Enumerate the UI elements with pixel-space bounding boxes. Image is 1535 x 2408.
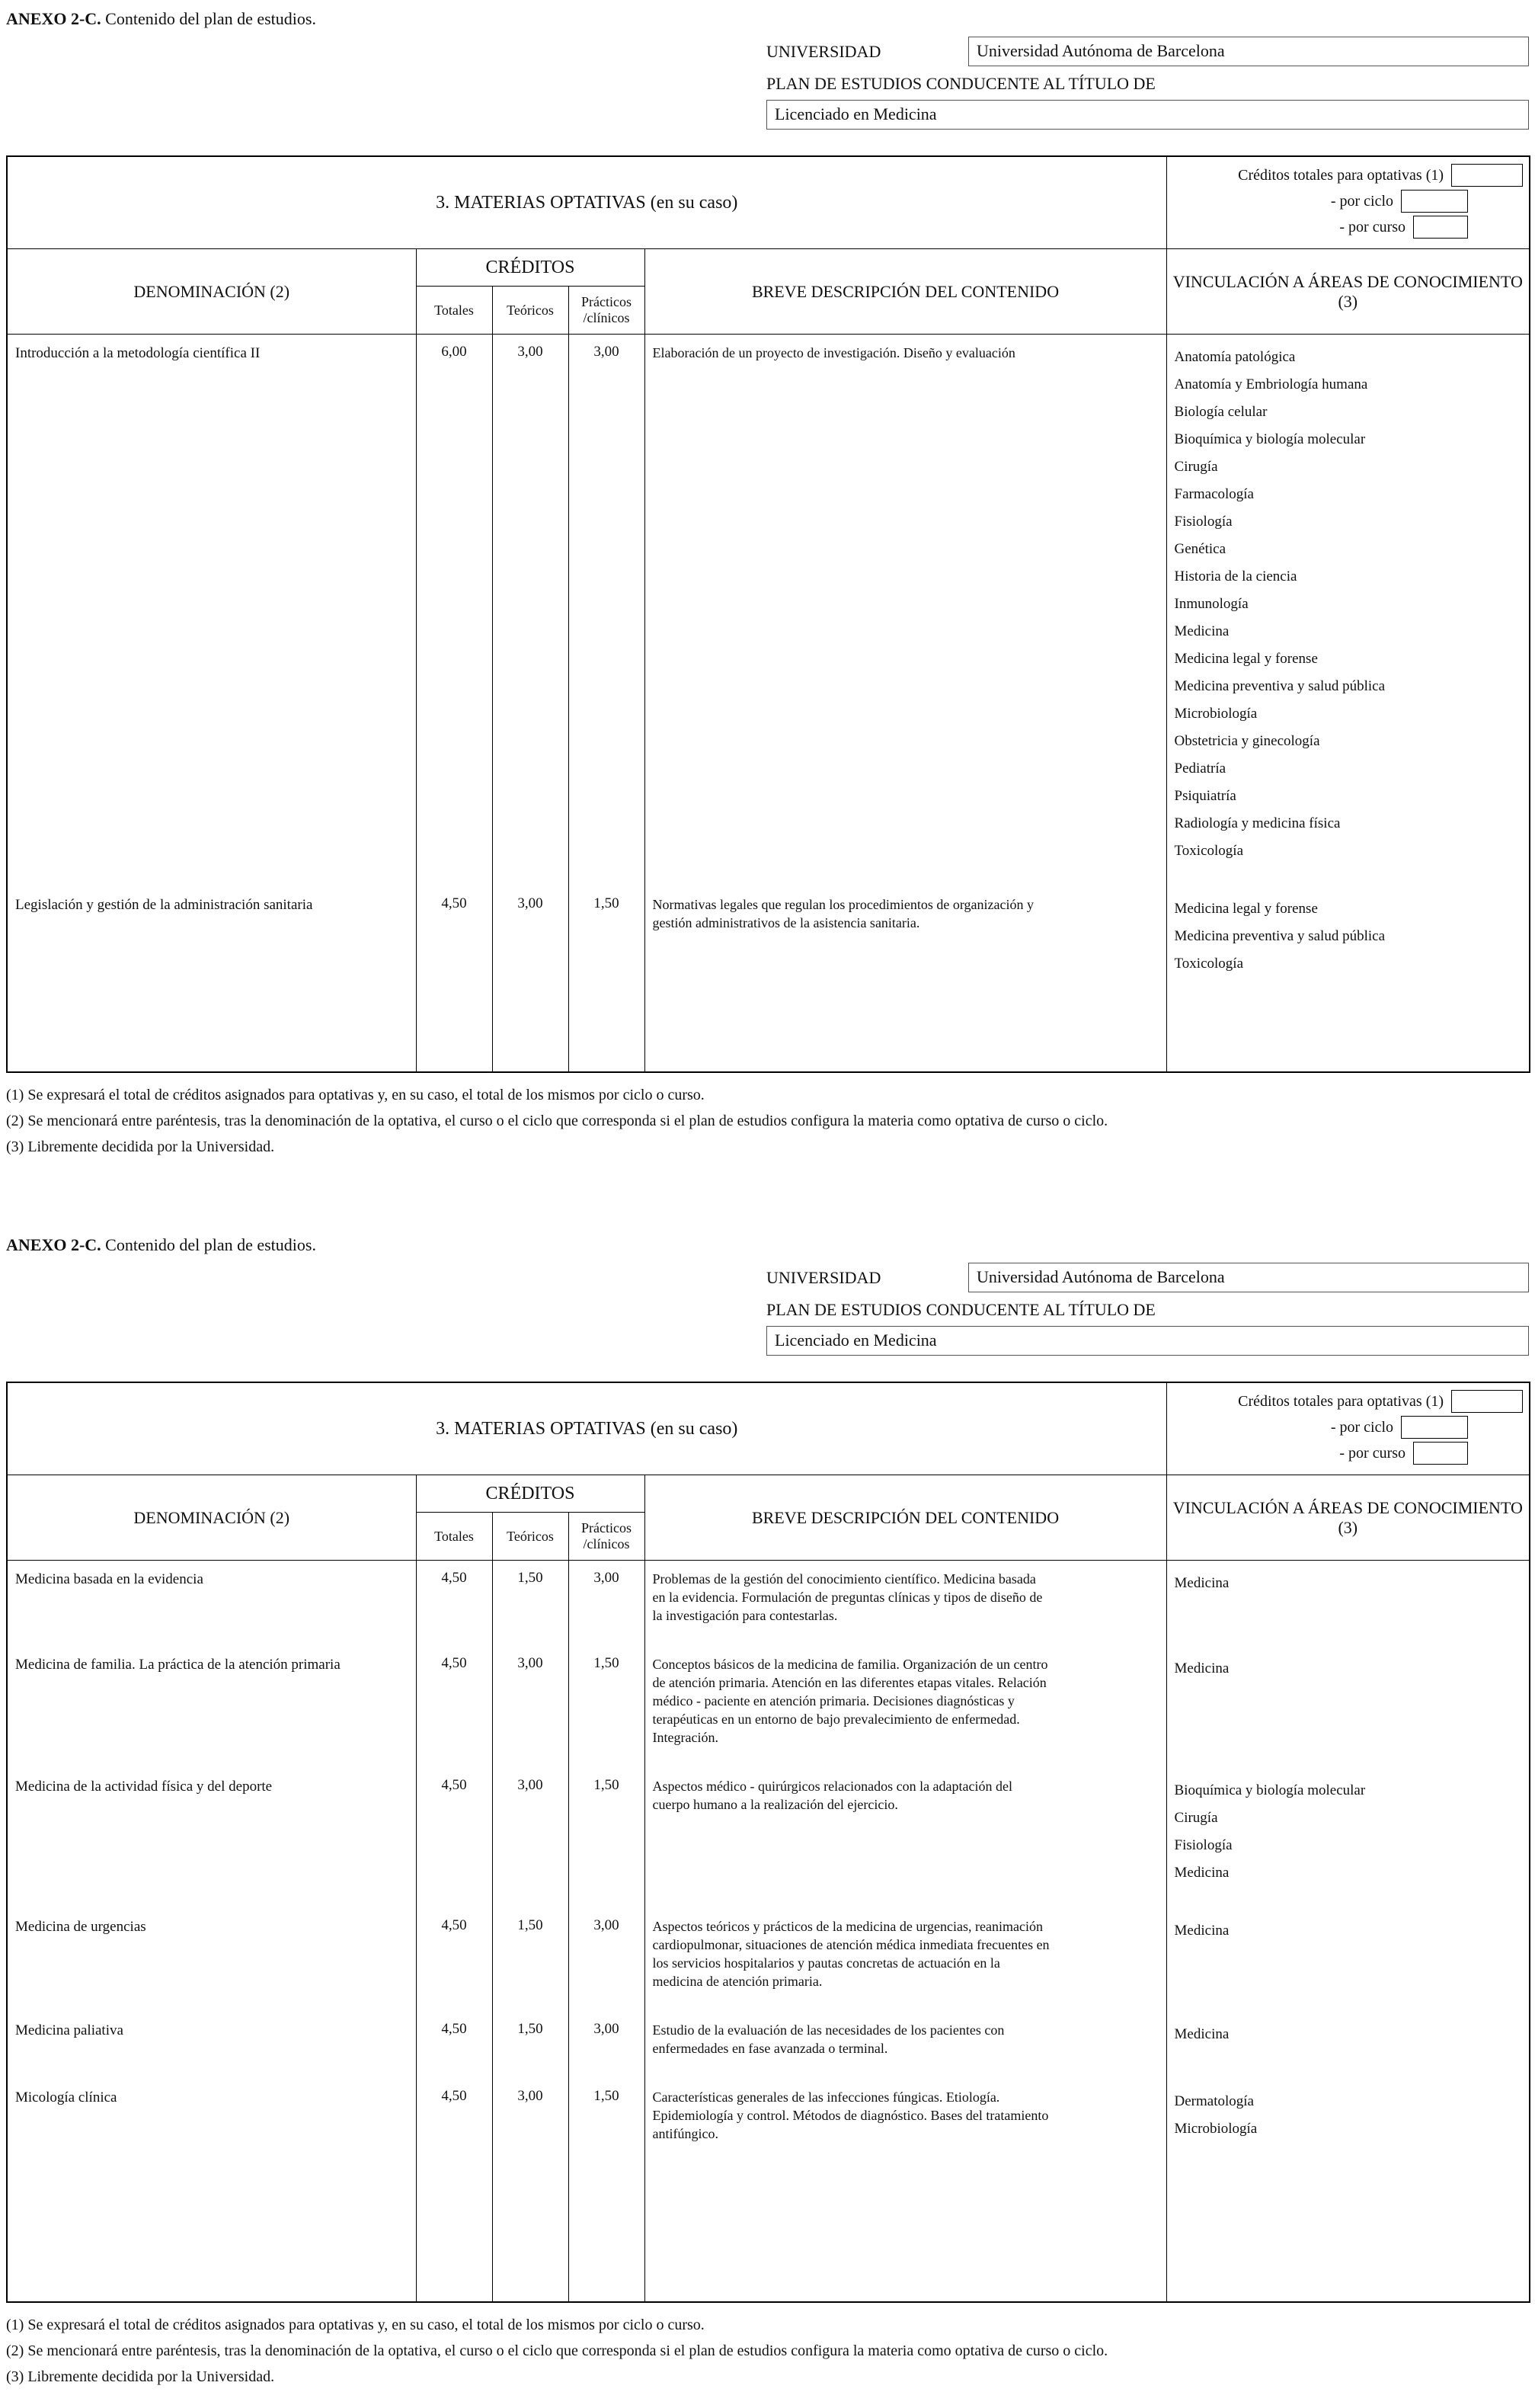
spacer-row: [7, 2164, 1530, 2302]
cell-vinculacion: [1166, 1561, 1530, 1647]
anexo-text: Contenido del plan de estudios.: [101, 1235, 316, 1254]
spacer-cell: [492, 2164, 568, 2302]
creditos-totales-input[interactable]: [1451, 164, 1523, 187]
cell-creditos-teoricos: 1,50: [492, 1561, 568, 1647]
area-item: Pediatría: [1174, 761, 1226, 777]
cell-descripcion: [644, 1908, 1166, 2012]
descripcion-text: Elaboración de un proyecto de investigación. Diseño y evaluación: [652, 345, 1015, 360]
descripcion-text: Problemas de la gestión del conocimiento científico. Medicina basada en la evidencia. Formulación de preguntas clínicas y tipos de diseño de la investigación para contestarlas.: [652, 1571, 1043, 1623]
universidad-row: [766, 1263, 1529, 1292]
universidad-field[interactable]: Universidad Autónoma de Barcelona: [968, 37, 1529, 66]
col-creditos-header: CRÉDITOS: [416, 1475, 644, 1513]
table-header-row: [7, 1475, 1530, 1513]
area-item: Medicina legal y forense: [1174, 651, 1318, 667]
cell-creditos-teoricos: 3,00: [492, 1646, 568, 1768]
footnotes-block: [6, 1085, 1529, 1158]
table-title-row: [7, 1382, 1530, 1475]
creditos-totales-row: [1172, 164, 1525, 187]
area-item: Cirugía: [1174, 1810, 1218, 1826]
cell-creditos-practicos: 3,00: [568, 2012, 644, 2079]
spacer-cell: [1166, 2164, 1530, 2302]
cell-vinculacion: [1166, 1646, 1530, 1768]
col-denominacion-header: DENOMINACIÓN (2): [7, 1475, 416, 1561]
cell-creditos-totales: 4,50: [416, 1646, 492, 1768]
area-item: Fisiología: [1174, 1837, 1233, 1853]
cell-denominacion: Legislación y gestión de la administración sanitaria: [7, 886, 416, 999]
col-teoricos-header: Teóricos: [492, 287, 568, 335]
anexo-section-1: [6, 8, 1529, 1158]
materias-optativas-table: [6, 1382, 1530, 2303]
cell-vinculacion: [1166, 1908, 1530, 2012]
descripcion-text: Conceptos básicos de la medicina de familia. Organización de un centro de atención primaria. Atención en las diferentes etapas vitales. Relación médico - paciente en atención primaria. Decisiones diagnósticas y terapéuticas en un entorno de bajo prevalecimiento de enfermedad. Integración.: [652, 1657, 1048, 1745]
cell-denominacion: Medicina de familia. La práctica de la atención primaria: [7, 1646, 416, 1768]
area-item: Genética: [1174, 541, 1226, 557]
area-item: Medicina: [1174, 1923, 1230, 1939]
table-row: [7, 2012, 1530, 2079]
spacer-cell: [644, 2164, 1166, 2302]
por-curso-label: - por curso: [1339, 218, 1406, 235]
area-item: Toxicología: [1174, 843, 1244, 859]
area-item: Dermatología: [1174, 2093, 1254, 2109]
cell-descripcion: [644, 335, 1166, 887]
cell-creditos-teoricos: 3,00: [492, 886, 568, 999]
cell-creditos-teoricos: 1,50: [492, 2012, 568, 2079]
spacer-cell: [492, 999, 568, 1072]
area-item: Anatomía patológica: [1174, 349, 1296, 365]
cell-descripcion: [644, 2079, 1166, 2164]
area-item: Psiquiatría: [1174, 788, 1236, 804]
area-item: Microbiología: [1174, 706, 1258, 722]
creditos-totales-label: Créditos totales para optativas (1): [1238, 166, 1444, 184]
creditos-totales-box: [1166, 156, 1530, 249]
anexo-heading: [6, 8, 1529, 30]
anexo-label: ANEXO 2-C.: [6, 1235, 101, 1254]
universidad-label: UNIVERSIDAD: [766, 41, 881, 61]
area-item: Toxicología: [1174, 956, 1244, 972]
por-curso-input[interactable]: [1413, 216, 1468, 239]
por-curso-row: [1172, 1442, 1525, 1465]
cell-descripcion: [644, 1561, 1166, 1647]
col-vinculacion-header: VINCULACIÓN A ÁREAS DE CONOCIMIENTO (3): [1166, 1475, 1530, 1561]
area-item: Bioquímica y biología molecular: [1174, 431, 1366, 447]
area-item: Medicina legal y forense: [1174, 901, 1318, 917]
area-item: Medicina: [1174, 1660, 1230, 1676]
universidad-label: UNIVERSIDAD: [766, 1267, 881, 1287]
descripcion-text: Características generales de las infecciones fúngicas. Etiología. Epidemiología y control. Métodos de diagnóstico. Bases del tratamiento antifúngico.: [652, 2089, 1049, 2141]
titulo-field[interactable]: Licenciado en Medicina: [766, 1326, 1529, 1356]
cell-creditos-teoricos: 3,00: [492, 335, 568, 887]
spacer-cell: [1166, 999, 1530, 1072]
area-item: Bioquímica y biología molecular: [1174, 1782, 1366, 1798]
col-totales-header: Totales: [416, 287, 492, 335]
footnote-2: (2) Se mencionará entre paréntesis, tras la denominación de la optativa, el curso o el ciclo que corresponda si el plan de estudios configura la materia como optativa de curso o ciclo.: [6, 1113, 1108, 1129]
col-teoricos-header: Teóricos: [492, 1513, 568, 1561]
area-item: Medicina: [1174, 2026, 1230, 2042]
plan-estudios-label: PLAN DE ESTUDIOS CONDUCENTE AL TÍTULO DE: [766, 1300, 1156, 1319]
university-header-block: [766, 37, 1529, 130]
spacer-cell: [568, 2164, 644, 2302]
table-row: [7, 1768, 1530, 1908]
col-practicos-header: Prácticos /clínicos: [568, 287, 644, 335]
cell-creditos-practicos: 1,50: [568, 2079, 644, 2164]
cell-creditos-totales: 4,50: [416, 1561, 492, 1647]
por-ciclo-row: [1172, 1416, 1525, 1439]
table-row: [7, 1561, 1530, 1647]
spacer-cell: [7, 999, 416, 1072]
col-descripcion-header: BREVE DESCRIPCIÓN DEL CONTENIDO: [644, 249, 1166, 335]
col-totales-header: Totales: [416, 1513, 492, 1561]
cell-vinculacion: [1166, 335, 1530, 887]
descripcion-text: Normativas legales que regulan los procedimientos de organización y gestión administrativos de la asistencia sanitaria.: [652, 897, 1035, 930]
descripcion-text: Estudio de la evaluación de las necesidades de los pacientes con enfermedades en fase avanzada o terminal.: [652, 2022, 1005, 2056]
cell-creditos-totales: 4,50: [416, 2079, 492, 2164]
cell-creditos-teoricos: 3,00: [492, 1768, 568, 1908]
col-vinculacion-header: VINCULACIÓN A ÁREAS DE CONOCIMIENTO (3): [1166, 249, 1530, 335]
plan-estudios-label: PLAN DE ESTUDIOS CONDUCENTE AL TÍTULO DE: [766, 74, 1156, 93]
area-item: Cirugía: [1174, 459, 1218, 475]
table-row: [7, 1908, 1530, 2012]
area-item: Medicina preventiva y salud pública: [1174, 678, 1385, 694]
spacer-cell: [644, 999, 1166, 1072]
materias-optativas-table: [6, 155, 1530, 1073]
spacer-row: [7, 999, 1530, 1072]
area-item: Inmunología: [1174, 596, 1249, 612]
table-row: [7, 335, 1530, 887]
table-title: 3. MATERIAS OPTATIVAS (en su caso): [7, 156, 1166, 249]
por-curso-input[interactable]: [1413, 1442, 1468, 1465]
cell-creditos-totales: 4,50: [416, 886, 492, 999]
cell-vinculacion: [1166, 886, 1530, 999]
cell-denominacion: Medicina basada en la evidencia: [7, 1561, 416, 1647]
cell-creditos-totales: 4,50: [416, 1908, 492, 2012]
descripcion-text: Aspectos médico - quirúrgicos relacionados con la adaptación del cuerpo humano a la realización del ejercicio.: [652, 1779, 1013, 1812]
area-item: Radiología y medicina física: [1174, 815, 1341, 831]
creditos-totales-box: [1166, 1382, 1530, 1475]
anexo-label: ANEXO 2-C.: [6, 9, 101, 28]
por-ciclo-input[interactable]: [1401, 1416, 1468, 1439]
por-ciclo-row: [1172, 190, 1525, 213]
cell-creditos-teoricos: 3,00: [492, 2079, 568, 2164]
table-row: [7, 1646, 1530, 1768]
cell-descripcion: [644, 886, 1166, 999]
area-item: Medicina: [1174, 1865, 1230, 1881]
anexo-section-2: [6, 1234, 1529, 2387]
spacer-cell: [416, 999, 492, 1072]
por-curso-row: [1172, 216, 1525, 239]
creditos-totales-input[interactable]: [1451, 1390, 1523, 1413]
cell-descripcion: [644, 1768, 1166, 1908]
cell-creditos-practicos: 3,00: [568, 1908, 644, 2012]
cell-creditos-practicos: 3,00: [568, 1561, 644, 1647]
cell-vinculacion: [1166, 1768, 1530, 1908]
footnote-1: (1) Se expresará el total de créditos asignados para optativas y, en su caso, el total de los mismos por ciclo o curso.: [6, 2317, 705, 2333]
university-header-block: [766, 1263, 1529, 1356]
area-item: Biología celular: [1174, 404, 1268, 420]
spacer-cell: [7, 2164, 416, 2302]
universidad-row: [766, 37, 1529, 66]
area-item: Medicina: [1174, 1575, 1230, 1591]
cell-denominacion: Medicina paliativa: [7, 2012, 416, 2079]
table-title: 3. MATERIAS OPTATIVAS (en su caso): [7, 1382, 1166, 1475]
descripcion-text: Aspectos teóricos y prácticos de la medicina de urgencias, reanimación cardiopulmonar, situaciones de atención médica inmediata frecuentes en los servicios hospitalarios y pautas concretas de actuación en la medicina de atención primaria.: [652, 1919, 1050, 1989]
footnote-3: (3) Libremente decidida por la Universidad.: [6, 2368, 275, 2385]
cell-creditos-teoricos: 1,50: [492, 1908, 568, 2012]
spacer-cell: [416, 2164, 492, 2302]
footnote-1: (1) Se expresará el total de créditos asignados para optativas y, en su caso, el total de los mismos por ciclo o curso.: [6, 1087, 705, 1103]
cell-vinculacion: [1166, 2079, 1530, 2164]
anexo-heading: [6, 1234, 1529, 1257]
footnote-3: (3) Libremente decidida por la Universidad.: [6, 1138, 275, 1155]
cell-creditos-practicos: 1,50: [568, 1646, 644, 1768]
spacer-cell: [568, 999, 644, 1072]
titulo-field[interactable]: Licenciado en Medicina: [766, 100, 1529, 130]
cell-denominacion: Introducción a la metodología científica II: [7, 335, 416, 887]
table-row: [7, 2079, 1530, 2164]
col-denominacion-header: DENOMINACIÓN (2): [7, 249, 416, 335]
area-item: Microbiología: [1174, 2121, 1258, 2137]
por-curso-label: - por curso: [1339, 1444, 1406, 1462]
area-item: Medicina preventiva y salud pública: [1174, 928, 1385, 944]
por-ciclo-label: - por ciclo: [1330, 192, 1394, 210]
cell-creditos-totales: 4,50: [416, 1768, 492, 1908]
cell-creditos-totales: 4,50: [416, 2012, 492, 2079]
col-descripcion-header: BREVE DESCRIPCIÓN DEL CONTENIDO: [644, 1475, 1166, 1561]
area-item: Historia de la ciencia: [1174, 568, 1297, 584]
cell-descripcion: [644, 1646, 1166, 1768]
table-title-row: [7, 156, 1530, 249]
area-item: Obstetricia y ginecología: [1174, 733, 1320, 749]
area-item: Farmacología: [1174, 486, 1254, 502]
cell-creditos-totales: 6,00: [416, 335, 492, 887]
table-row: [7, 886, 1530, 999]
table-header-row: [7, 249, 1530, 287]
area-item: Anatomía y Embriología humana: [1174, 376, 1368, 392]
col-practicos-header: Prácticos /clínicos: [568, 1513, 644, 1561]
area-item: Medicina: [1174, 623, 1230, 639]
col-creditos-header: CRÉDITOS: [416, 249, 644, 287]
cell-denominacion: Micología clínica: [7, 2079, 416, 2164]
por-ciclo-label: - por ciclo: [1330, 1418, 1394, 1436]
footnote-2: (2) Se mencionará entre paréntesis, tras la denominación de la optativa, el curso o el ciclo que corresponda si el plan de estudios configura la materia como optativa de curso o ciclo.: [6, 2342, 1108, 2359]
cell-vinculacion: [1166, 2012, 1530, 2079]
universidad-field[interactable]: Universidad Autónoma de Barcelona: [968, 1263, 1529, 1292]
cell-denominacion: Medicina de la actividad física y del deporte: [7, 1768, 416, 1908]
creditos-totales-row: [1172, 1390, 1525, 1413]
por-ciclo-input[interactable]: [1401, 190, 1468, 213]
anexo-text: Contenido del plan de estudios.: [101, 9, 316, 28]
cell-creditos-practicos: 1,50: [568, 886, 644, 999]
creditos-totales-label: Créditos totales para optativas (1): [1238, 1392, 1444, 1410]
cell-denominacion: Medicina de urgencias: [7, 1908, 416, 2012]
area-item: Fisiología: [1174, 514, 1233, 530]
cell-descripcion: [644, 2012, 1166, 2079]
cell-creditos-practicos: 3,00: [568, 335, 644, 887]
cell-creditos-practicos: 1,50: [568, 1768, 644, 1908]
footnotes-block: [6, 2315, 1529, 2387]
